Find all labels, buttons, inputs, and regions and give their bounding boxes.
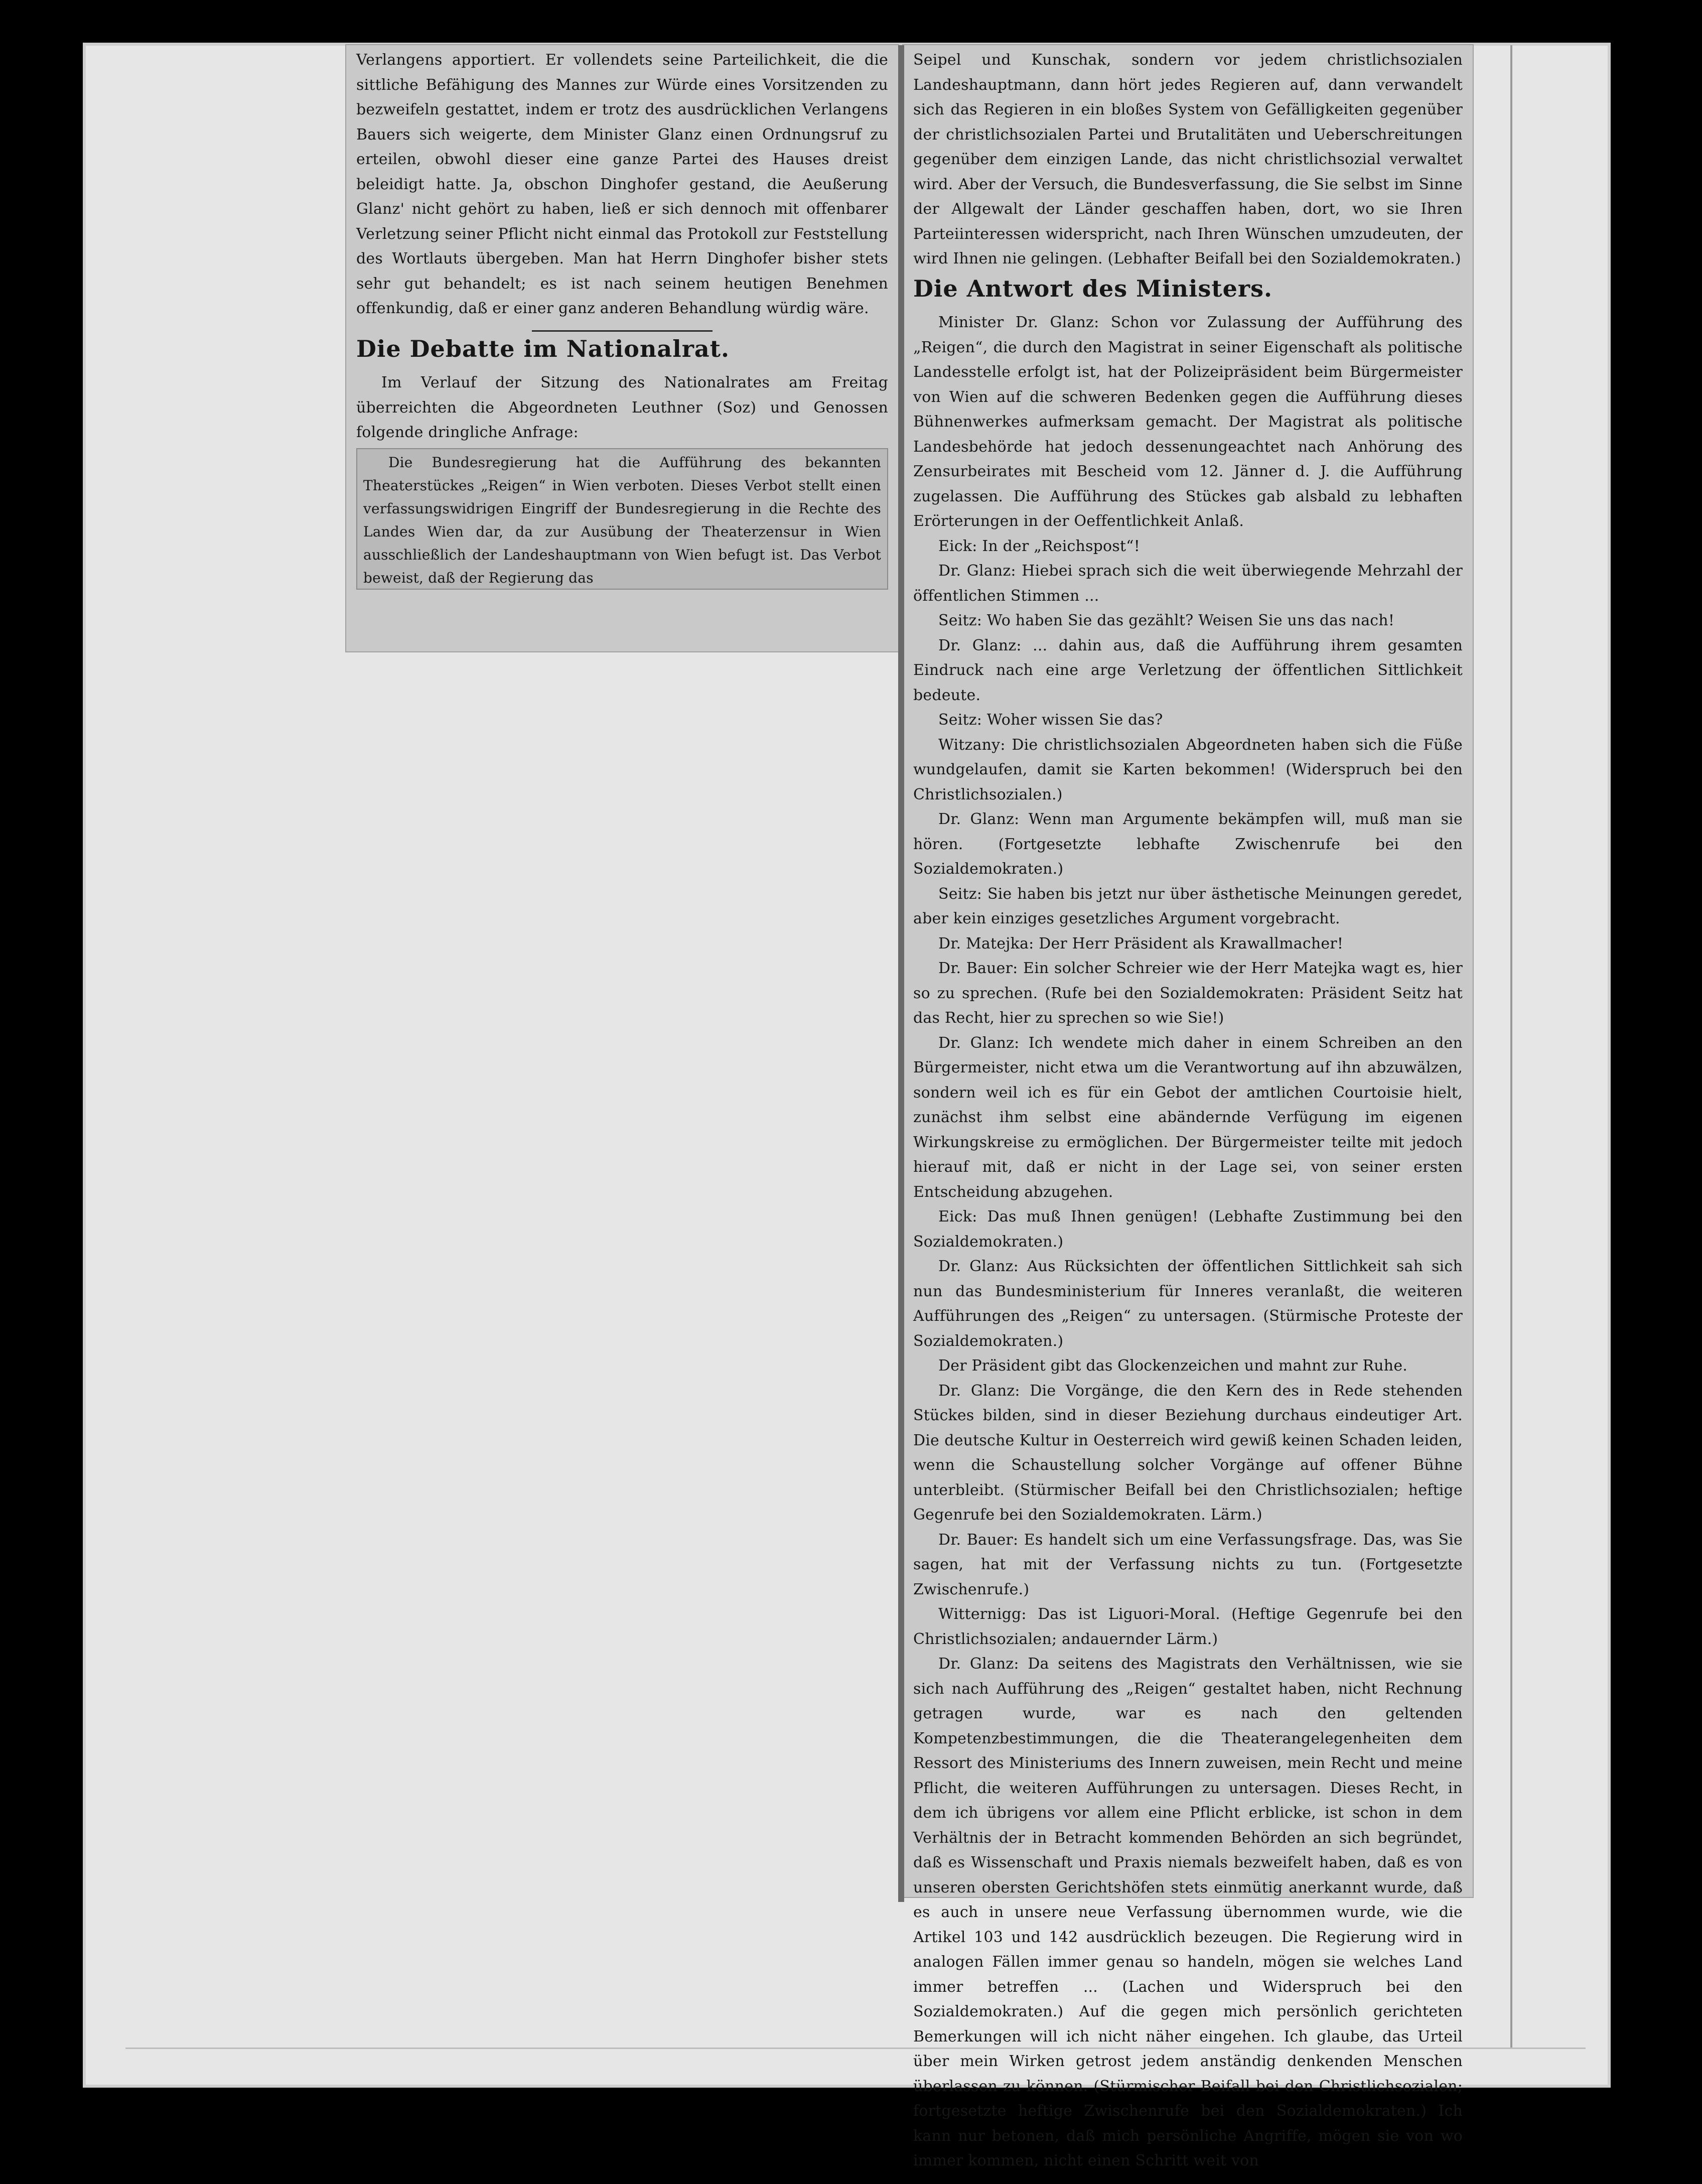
- speech-paragraph: Eick: Das muß Ihnen genügen! (Lebhafte Zustimmung bei den Sozialdemokraten.): [913, 1208, 1463, 1251]
- section-rule: [532, 330, 713, 332]
- speech-paragraph: Dr. Matejka: Der Herr Präsident als Krawallmacher!: [938, 934, 1344, 952]
- speech-paragraph: Seitz: Woher wissen Sie das?: [938, 711, 1163, 729]
- heading-debatte: Die Debatte im Nationalrat.: [356, 335, 730, 362]
- heading-antwort: Die Antwort des Ministers.: [913, 275, 1273, 302]
- speech-paragraph: Eick: In der „Reichspost“!: [938, 537, 1140, 555]
- speech-paragraph: Witternigg: Das ist Liguori-Moral. (Heftige Gegenrufe bei den Christlichsozialen; andauernder Lärm.): [913, 1605, 1463, 1648]
- left-column: [356, 48, 888, 590]
- anfrage-text: Die Bundesregierung hat die Aufführung des bekannten Theaterstückes „Reigen“ in Wien verboten. Dieses Verbot stellt einen verfassungswidrigen Eingriff der Bundesregierung in die Rechte des Landes Wien dar, da zur Ausübung der Theaterzensur in Wien ausschließlich der Landeshauptmann von Wien befugt ist. Das Verbot beweist, daß der Regierung das: [363, 454, 881, 586]
- right-column: [913, 48, 1463, 2173]
- speech-paragraph: Der Präsident gibt das Glockenzeichen und mahnt zur Ruhe.: [938, 1357, 1408, 1375]
- speech-paragraph: Minister Dr. Glanz: Schon vor Zulassung der Aufführung des „Reigen“, die durch den Magistrat in seiner Eigenschaft als politische Landesstelle erfolgt ist, hat der Polizeipräsident beim Bürgermeister von Wien auf die schweren Bedenken gegen die Aufführung dieses Bühnenwerkes aufmerksam gemacht. Der Magistrat als politische Landesbehörde hat jedoch dessenungeachtet nach Anhörung des Zensurbeirates mit Bescheid vom 12. Jänner d. J. die Aufführung zugelassen. Die Aufführung des Stückes gab alsbald zu lebhaften Erörterungen in der Oeffentlichkeit Anlaß.: [913, 314, 1463, 530]
- speech-paragraph: Dr. Glanz: Wenn man Argumente bekämpfen will, muß man sie hören. (Fortgesetzte lebhafte Zwischenrufe bei den Sozialdemokraten.): [913, 810, 1463, 878]
- speech-paragraph: Seitz: Sie haben bis jetzt nur über ästhetische Meinungen geredet, aber kein einziges gesetzliches Argument vorgebracht.: [913, 885, 1463, 927]
- speech-paragraph: Dr. Bauer: Ein solcher Schreier wie der Herr Matejka wagt es, hier so zu sprechen. (Rufe bei den Sozialdemokraten: Präsident Seitz hat das Recht, hier zu sprechen so wie Sie!): [913, 960, 1463, 1027]
- speech-paragraph: Witzany: Die christlichsozialen Abgeordneten haben sich die Füße wundgelaufen, damit sie Karten bekommen! (Widerspruch bei den Christlichsozialen.): [913, 736, 1463, 803]
- speech-paragraph: Dr. Glanz: Ich wendete mich daher in einem Schreiben an den Bürgermeister, nicht etwa um die Verantwortung auf ihn abzuwälzen, sondern weil ich es für ein Gebot der amtlichen Courtoisie hielt, zunächst ihm selbst eine abändernde Verfügung im eigenen Wirkungskreise zu ermöglichen. Der Bürgermeister teilte mit jedoch hierauf mit, daß er nicht in der Lage sei, von seiner ersten Entscheidung abzugehen.: [913, 1034, 1463, 1201]
- speech-paragraph: Dr. Glanz: Hiebei sprach sich die weit überwiegende Mehrzahl der öffentlichen Stimmen ...: [913, 562, 1463, 605]
- left-paragraph: Verlangens apportiert. Er vollendets seine Parteilichkeit, die die sittliche Befähigung des Mannes zur Würde eines Vorsitzenden zu bezweifeln gestattet, indem er trotz des ausdrücklichen Verlangens Bauers sich weigerte, dem Minister Glanz einen Ordnungsruf zu erteilen, obwohl dieser eine ganze Partei des Hauses dreist beleidigt hatte. Ja, obschon Dinghofer gestand, die Aeußerung Glanz' nicht gehört zu haben, ließ er sich dennoch mit offenbarer Verletzung seiner Pflicht nicht einmal das Protokoll zur Feststellung des Wortlauts übergeben. Man hat Herrn Dinghofer bisher stets sehr gut behandelt; es ist nach seinem heutigen Benehmen offenkundig, daß er einer ganz anderen Behandlung würdig wäre.: [356, 51, 888, 317]
- intro-paragraph: Im Verlauf der Sitzung des Nationalrates am Freitag überreichten die Abgeordneten Leuthner (Soz) und Genossen folgende dringliche Anfrage:: [356, 374, 888, 441]
- anfrage-box: [356, 448, 888, 590]
- speech-paragraph: Dr. Glanz: Da seitens des Magistrats den Verhältnissen, wie sie sich nach Aufführung des „Reigen“ gestaltet haben, nicht Rechnung getragen wurde, war es nach den geltenden Kompetenzbestimmungen, die die Theaterangelegenheiten dem Ressort des Ministeriums des Innern zuweisen, mein Recht und meine Pflicht, die weiteren Aufführungen zu untersagen. Dieses Recht, in dem ich übrigens vor allem eine Pflicht erblicke, ist schon in dem Verhältnis der in Betracht kommenden Behörden an sich begründet, daß es Wissenschaft und Praxis niemals bezweifelt haben, daß es von unseren obersten Gerichtshöfen stets einmütig anerkannt wurde, daß es auch in unsere neue Verfassung übernommen wurde, wie die Artikel 103 und 142 ausdrücklich bezeugen. Die Regierung wird in analogen Fällen immer genau so handeln, mögen sie welches Land immer betreffen ... (Lachen und Widerspruch bei den Sozialdemokraten.) Auf die gegen mich persönlich gerichteten Bemerkungen will ich nicht näher eingehen. Ich glaube, das Urteil über mein Wirken getrost jedem anständig denkenden Menschen überlassen zu können. (Stürmischer Beifall bei den Christlichsozialen; fortgesetzte heftige Zwischenrufe bei den Sozialdemokraten.) Ich kann nur betonen, daß mich persönliche Angriffe, mögen sie von wo immer kommen, nicht einen Schritt weit von: [913, 1655, 1463, 2169]
- speech-paragraph: Dr. Glanz: Die Vorgänge, die den Kern des in Rede stehenden Stückes bilden, sind in dieser Beziehung durchaus eindeutiger Art. Die deutsche Kultur in Oesterreich wird gewiß keinen Schaden leiden, wenn die Schaustellung solcher Vorgänge auf offener Bühne unterbleibt. (Stürmischer Beifall bei den Christlichsozialen; heftige Gegenrufe bei den Sozialdemokraten. Lärm.): [913, 1382, 1463, 1524]
- speech-paragraph: Dr. Bauer: Es handelt sich um eine Verfassungsfrage. Das, was Sie sagen, hat mit der Verfassung nichts zu tun. (Fortgesetzte Zwischenrufe.): [913, 1531, 1463, 1598]
- speech-paragraph: Seitz: Wo haben Sie das gezählt? Weisen Sie uns das nach!: [938, 612, 1395, 629]
- column-gutter: [898, 45, 904, 1902]
- speech-paragraph: Dr. Glanz: Aus Rücksichten der öffentlichen Sittlichkeit sah sich nun das Bundesministerium für Inneres veranlaßt, die weiteren Aufführungen des „Reigen“ zu untersagen. (Stürmische Proteste der Sozialdemokraten.): [913, 1258, 1463, 1350]
- speech-paragraph: Dr. Glanz: ... dahin aus, daß die Aufführung ihrem gesamten Eindruck nach eine arge Verletzung der öffentlichen Sittlichkeit bedeute.: [913, 636, 1463, 704]
- clipping-edge: [1510, 45, 1512, 2048]
- right-paragraph-top: Seipel und Kunschak, sondern vor jedem christlichsozialen Landeshauptmann, dann hört jedes Regieren auf, dann verwandelt sich das Regieren in ein bloßes System von Gefälligkeiten gegenüber der christlichsozialen Partei und Brutalitäten und Ueberschreitungen gegenüber dem einzigen Lande, das nicht christlichsozial verwaltet wird. Aber der Versuch, die Bundesverfassung, die Sie selbst im Sinne der Allgewalt der Länder geschaffen haben, dort, wo sie Ihren Parteiinteressen widerspricht, nach Ihren Wünschen umzudeuten, der wird Ihnen nie gelingen. (Lebhafter Beifall bei den Sozialdemokraten.): [913, 51, 1463, 267]
